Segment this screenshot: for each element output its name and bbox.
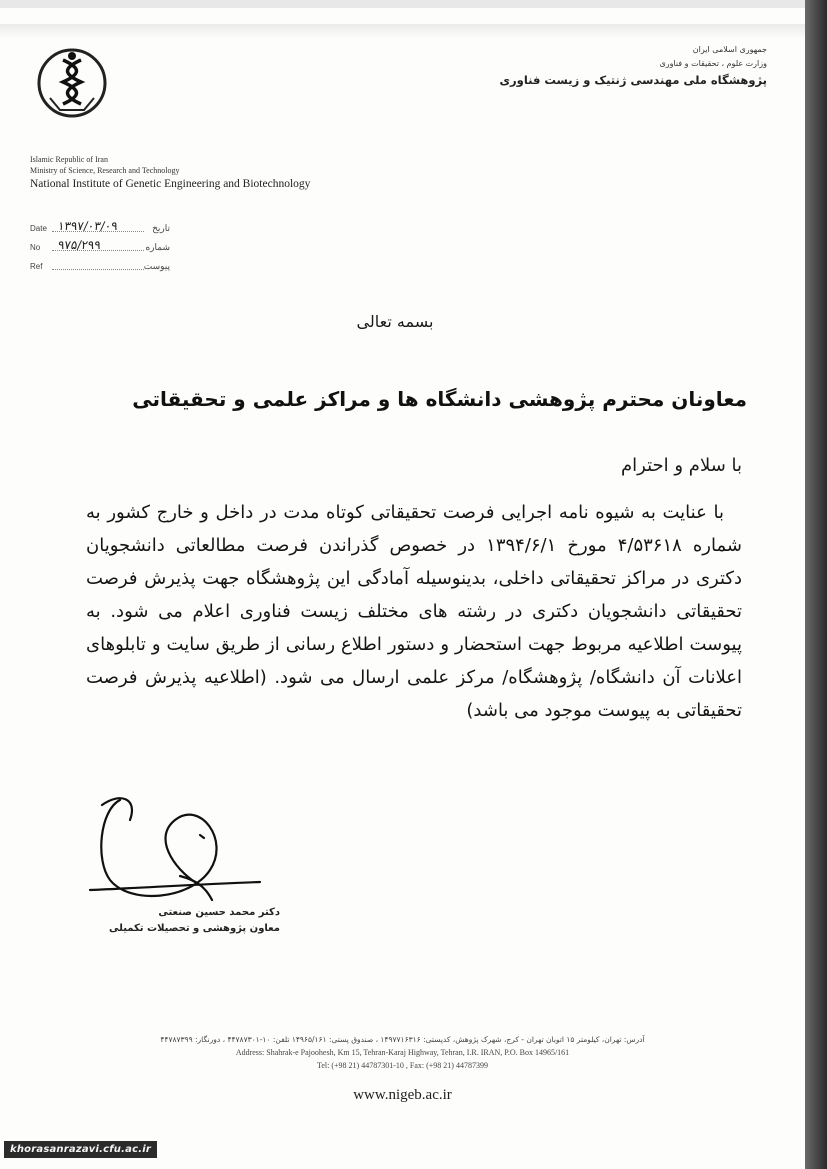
signer-block [90, 905, 280, 937]
footer-address-en: Address: Shahrak-e Pajoohesh, Km 15, Tehran-Karaj Highway, Tehran, I.R. IRAN, P.O. Box 14965/161 [235, 1048, 570, 1057]
reference-block [30, 220, 170, 277]
attachment-row [30, 258, 170, 277]
scan-right-edge [805, 0, 827, 1169]
country-name-en: Islamic Republic of Iran [30, 155, 108, 164]
letterhead-english [30, 154, 310, 192]
institute-name-fa: پژوهشگاه ملی مهندسی ژنتیک و زیست فناوری [499, 73, 767, 87]
institute-name-en: National Institute of Genetic Engineering and Biotechnology [30, 178, 311, 190]
letter-body-paragraph: با عنایت به شیوه نامه اجرایی فرصت تحقیقاتی کوتاه مدت در داخل و خارج کشور به شماره ۴/۵۳۶۱۸ مورخ ۱۳۹۴/۶/۱ در خصوص گذراندن فرصت مطالعاتی دانشجویان دکتری در مراکز تحقیقاتی داخلی، بدینوسیله آمادگی این پژوهشگاه جهت پذیرش فرصت تحقیقاتی دانشجویان دکتری در رشته های مختلف زیست فناوری اعلام می شود. به پیوست اطلاعیه مربوط جهت استحضار و دستور اطلاع رسانی از طریق سایت و تابلوهای اعلانات آن دانشگاه/ پژوهشگاه/ مرکز علمی ارسال می شود. (اطلاعیه پذیرش فرصت تحقیقاتی به پیوست موجود می باشد) [86, 502, 742, 721]
nigeb-logo-icon [36, 44, 108, 122]
greeting: با سلام و احترام [621, 455, 742, 476]
number-value: ۹۷۵/۲۹۹ [57, 238, 102, 252]
footer [0, 1033, 805, 1110]
date-label-en: Date [30, 224, 47, 233]
number-row [30, 239, 170, 258]
footer-phone: Tel: (+98 21) 44787301-10 , Fax: (+98 21) 44787399 [317, 1061, 488, 1070]
ref-label-fa: پیوست [143, 261, 170, 271]
date-value: ۱۳۹۷/۰۳/۰۹ [57, 219, 119, 233]
ministry-name-en: Ministry of Science, Research and Technology [30, 166, 180, 175]
number-label-fa: شماره [145, 242, 170, 252]
letterhead-persian [500, 43, 767, 89]
footer-address-fa: آدرس: تهران، کیلومتر ۱۵ اتوبان تهران - کرج، شهرک پژوهش، کدپستی: ۱۴۹۷۷۱۶۳۱۶ ، صندوق پستی: ۱۴۹۶۵/۱۶۱ تلفن: ۱۰-۴۴۷۸۷۳۰۱ ، دورنگار: ۴۴۷۸۷۳۹۹ [160, 1035, 645, 1044]
site-watermark: khorasanrazavi.cfu.ac.ir [4, 1141, 157, 1158]
footer-website: www.nigeb.ac.ir [353, 1087, 452, 1103]
ref-label-en: Ref [30, 262, 43, 271]
country-name-fa: جمهوری اسلامی ایران [692, 45, 767, 54]
signer-name: دکتر محمد حسین صنعتی [158, 907, 280, 918]
basmala: بسمه تعالی [356, 312, 434, 331]
scan-top-edge [0, 0, 805, 8]
letter-body [86, 496, 742, 727]
date-row [30, 220, 170, 239]
number-label-en: No [30, 243, 41, 252]
date-label-fa: تاریخ [152, 223, 170, 233]
ministry-name-fa: وزارت علوم ، تحقیقات و فناوری [659, 59, 767, 68]
recipient-heading: معاونان محترم پژوهشی دانشگاه ها و مراکز علمی و تحقیقاتی [132, 387, 747, 411]
signer-title: معاون پژوهشی و تحصیلات تکمیلی [109, 923, 280, 934]
scan-top-shadow [0, 24, 805, 38]
